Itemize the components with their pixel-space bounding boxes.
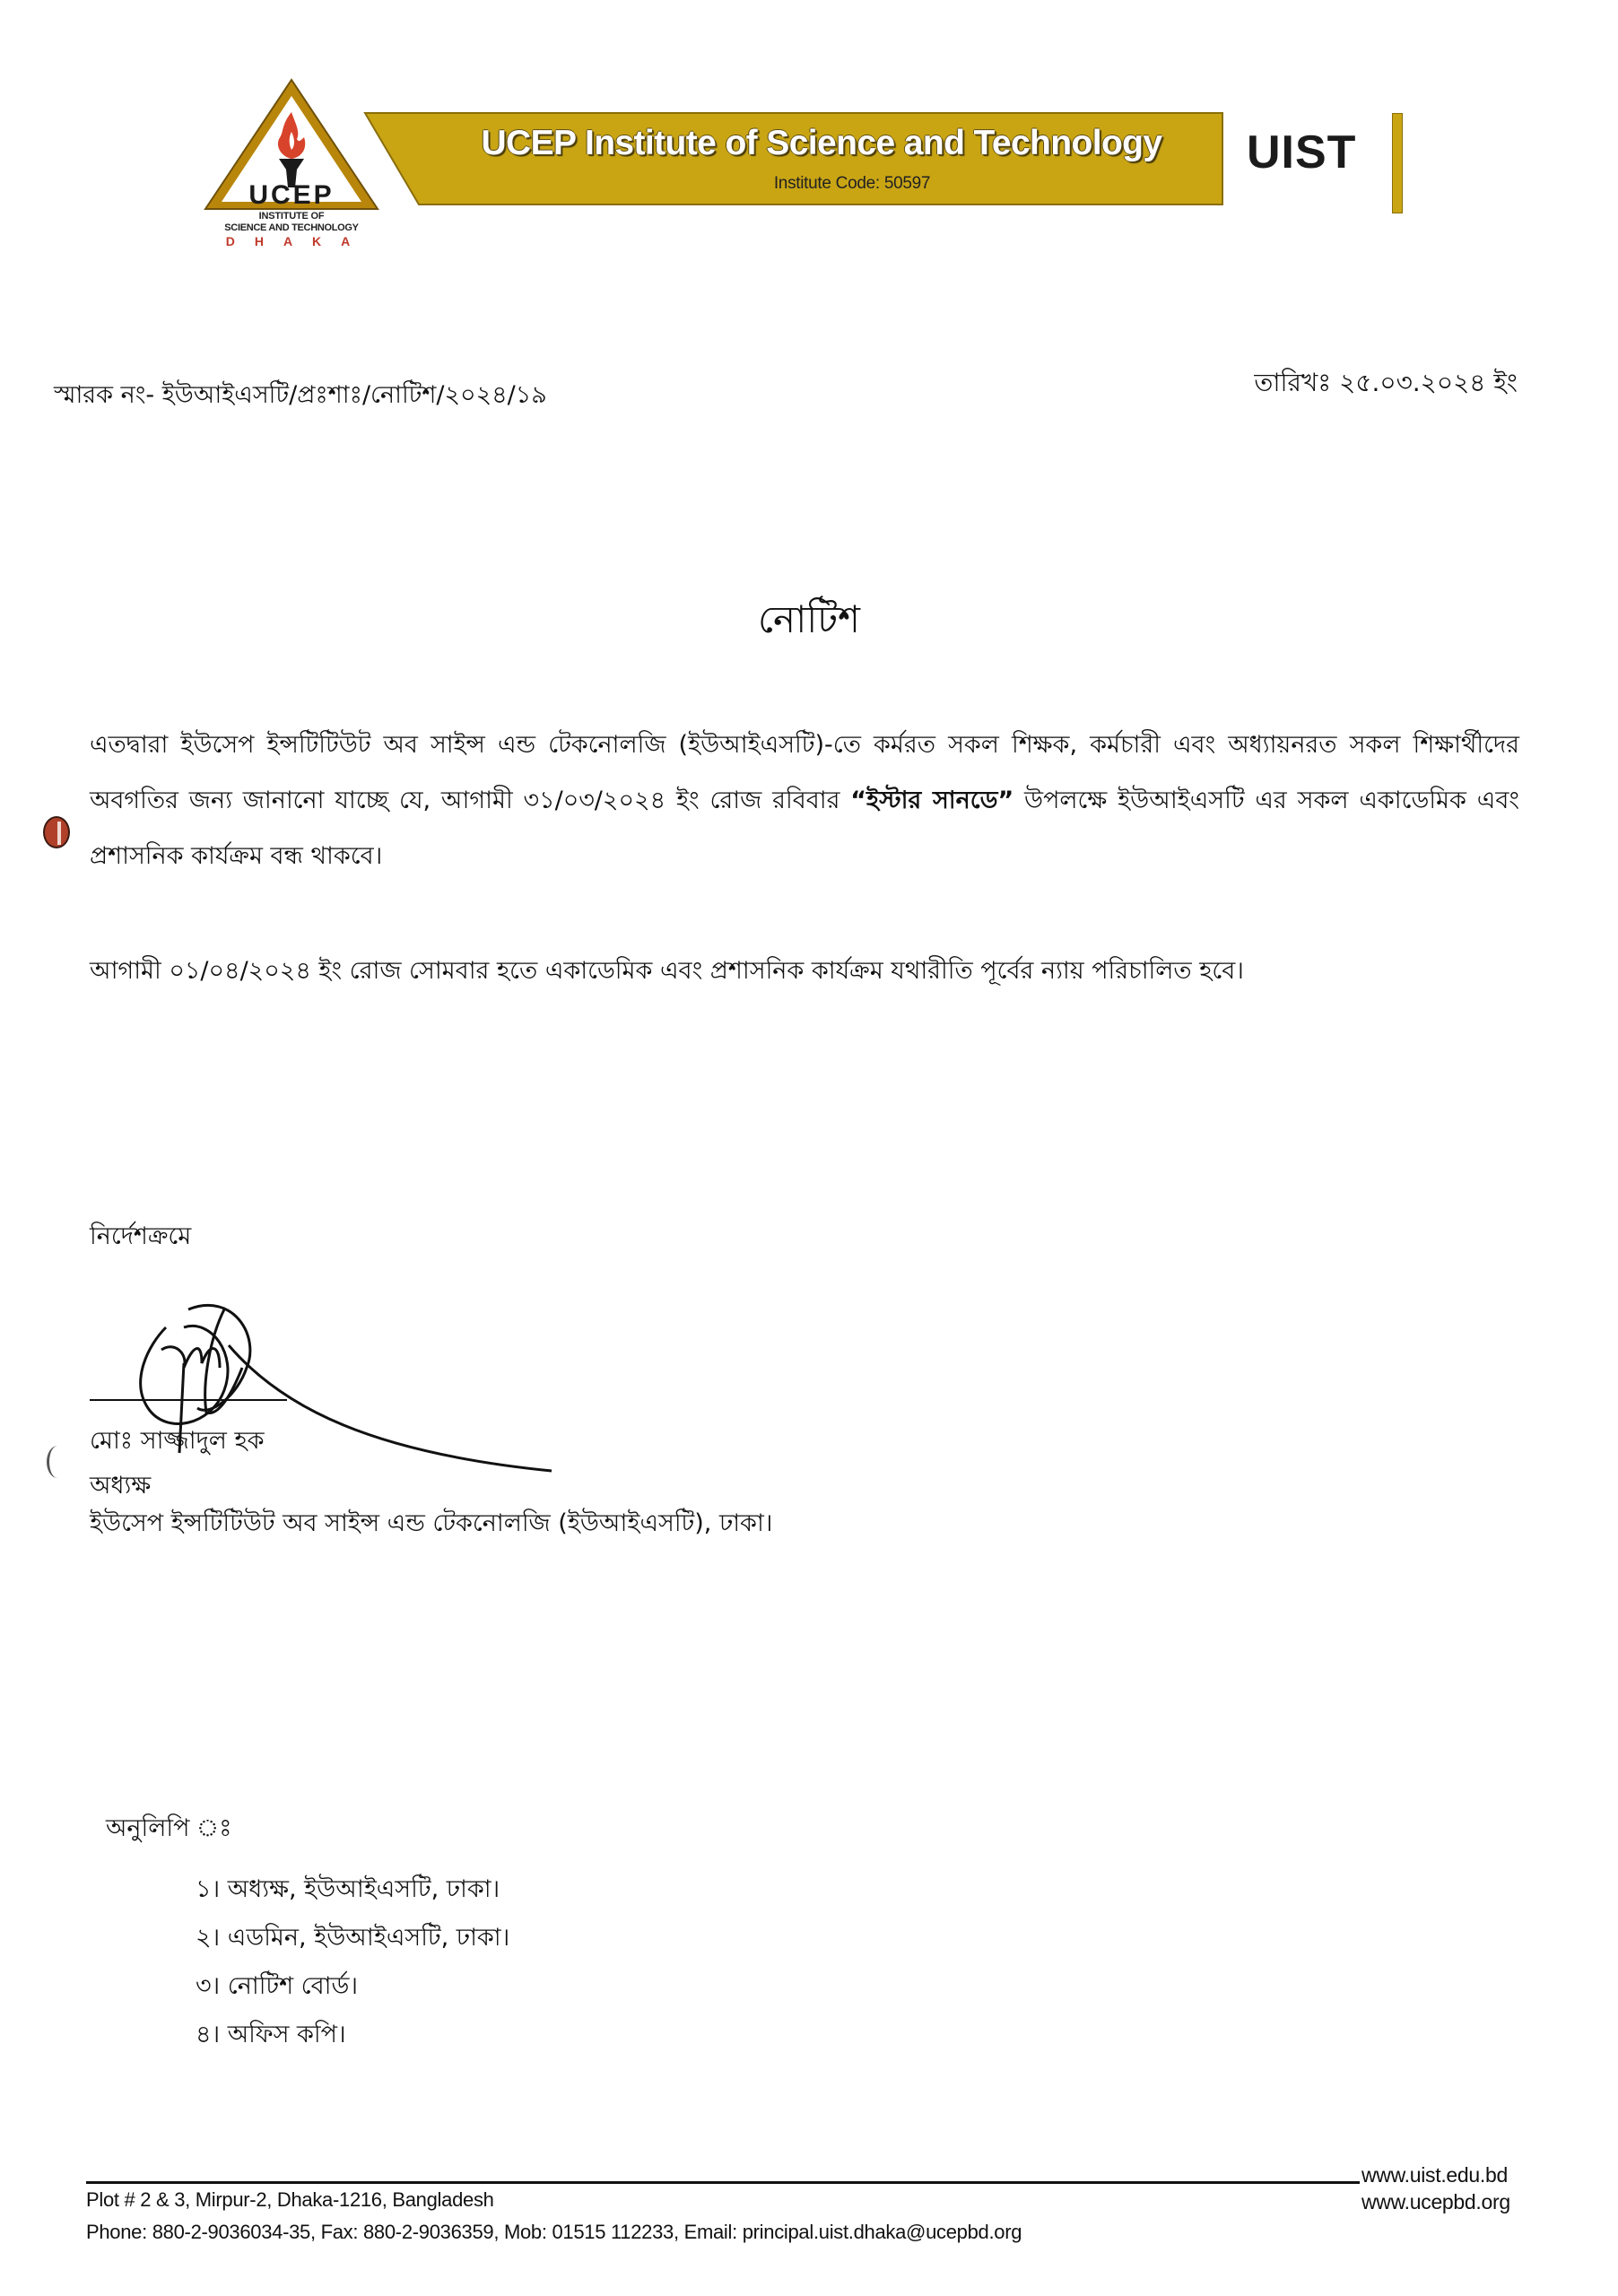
logo-subtitle-3: DHAKA bbox=[225, 234, 370, 248]
footer-contact: Phone: 880-2-9036034-35, Fax: 880-2-9036359, Mob: 01515 112233, Email: principal.uist.dhaka@ucepbd.org bbox=[86, 2221, 1022, 2243]
logo-ucep-text: UCEP bbox=[248, 180, 335, 210]
logo-triangle-icon bbox=[202, 76, 381, 211]
by-order-label: নির্দেশক্রমে bbox=[90, 1222, 192, 1250]
logo-subtitle-1: INSTITUTE OF bbox=[258, 211, 325, 222]
institute-logo bbox=[202, 76, 381, 265]
copy-to-item: ৪। অফিস কপি। bbox=[196, 2021, 346, 2048]
short-name: UIST bbox=[1247, 126, 1357, 178]
signatory-designation: অধ্যক্ষ bbox=[90, 1472, 152, 1500]
footer-divider bbox=[86, 2181, 1360, 2184]
banner-title: UCEP Institute of Science and Technology bbox=[481, 124, 1162, 162]
signature-line bbox=[90, 1399, 287, 1401]
paragraph-1-text-a: এতদ্বারা ইউসেপ ইন্সটিটিউট অব সাইন্স এন্ড টেকনোলজি (ইউআইএসটি)-তে কর্মরত সকল শিক্ষক, কর্মচারী এবং অধ্যায়নরত সকল শিক্ষার্থীদের অবগতির জন্য জানানো যাচ্ছে যে, আগামী ৩১/০৩/২০২৪ ইং রোজ রবিবার bbox=[90, 731, 1519, 814]
decorative-bar bbox=[1392, 113, 1403, 213]
signatory-name: মোঃ সাজ্জাদুল হক bbox=[90, 1427, 265, 1455]
notice-title: নোটিশ bbox=[757, 597, 861, 641]
institute-banner bbox=[363, 111, 1224, 206]
hole-punch-mark bbox=[47, 1446, 68, 1478]
hole-punch-mark bbox=[43, 816, 70, 848]
holiday-name: “ইস্টার সানডে” bbox=[850, 787, 1014, 814]
footer-website-ucep[interactable]: www.ucepbd.org bbox=[1361, 2190, 1510, 2213]
copy-to-item: ২। এডমিন, ইউআইএসটি, ঢাকা। bbox=[196, 1924, 510, 1952]
logo-subtitle-2: SCIENCE AND TECHNOLOGY bbox=[224, 222, 359, 233]
notice-paragraph-2: আগামী ০১/০৪/২০২৪ ইং রোজ সোমবার হতে একাডেমিক এবং প্রশাসনিক কার্যক্রম যথারীতি পূর্বের ন্যায় পরিচালিত হবে। bbox=[90, 957, 1244, 985]
memo-date: তারিখঃ ২৫.০৩.২০২৪ ইং bbox=[1254, 368, 1518, 397]
copy-to-item: ১। অধ্যক্ষ, ইউআইএসটি, ঢাকা। bbox=[196, 1875, 500, 1903]
copy-to-heading: অনুলিপি ঃ bbox=[106, 1814, 232, 1842]
memo-number: স্মারক নং- ইউআইএসটি/প্রঃশাঃ/নোটিশ/২০২৪/১৯ bbox=[54, 381, 547, 409]
notice-paragraph-1 bbox=[90, 718, 1519, 884]
copy-to-item: ৩। নোটিশ বোর্ড। bbox=[196, 1972, 359, 2000]
institute-code: Institute Code: 50597 bbox=[773, 174, 931, 193]
copy-to-list bbox=[196, 1866, 509, 2059]
footer-address: Plot # 2 & 3, Mirpur-2, Dhaka-1216, Bangladesh bbox=[86, 2188, 494, 2211]
footer-website-uist[interactable]: www.uist.edu.bd bbox=[1361, 2163, 1508, 2187]
paragraph-1-text-b: উপলক্ষে ইউআইএসটি এর সকল একাডেমিক এবং প্রশাসনিক কার্যক্রম বন্ধ থাকবে। bbox=[90, 787, 1519, 870]
signatory-organization: ইউসেপ ইন্সটিটিউট অব সাইন্স এন্ড টেকনোলজি (ইউআইএসটি), ঢাকা। bbox=[90, 1509, 773, 1537]
